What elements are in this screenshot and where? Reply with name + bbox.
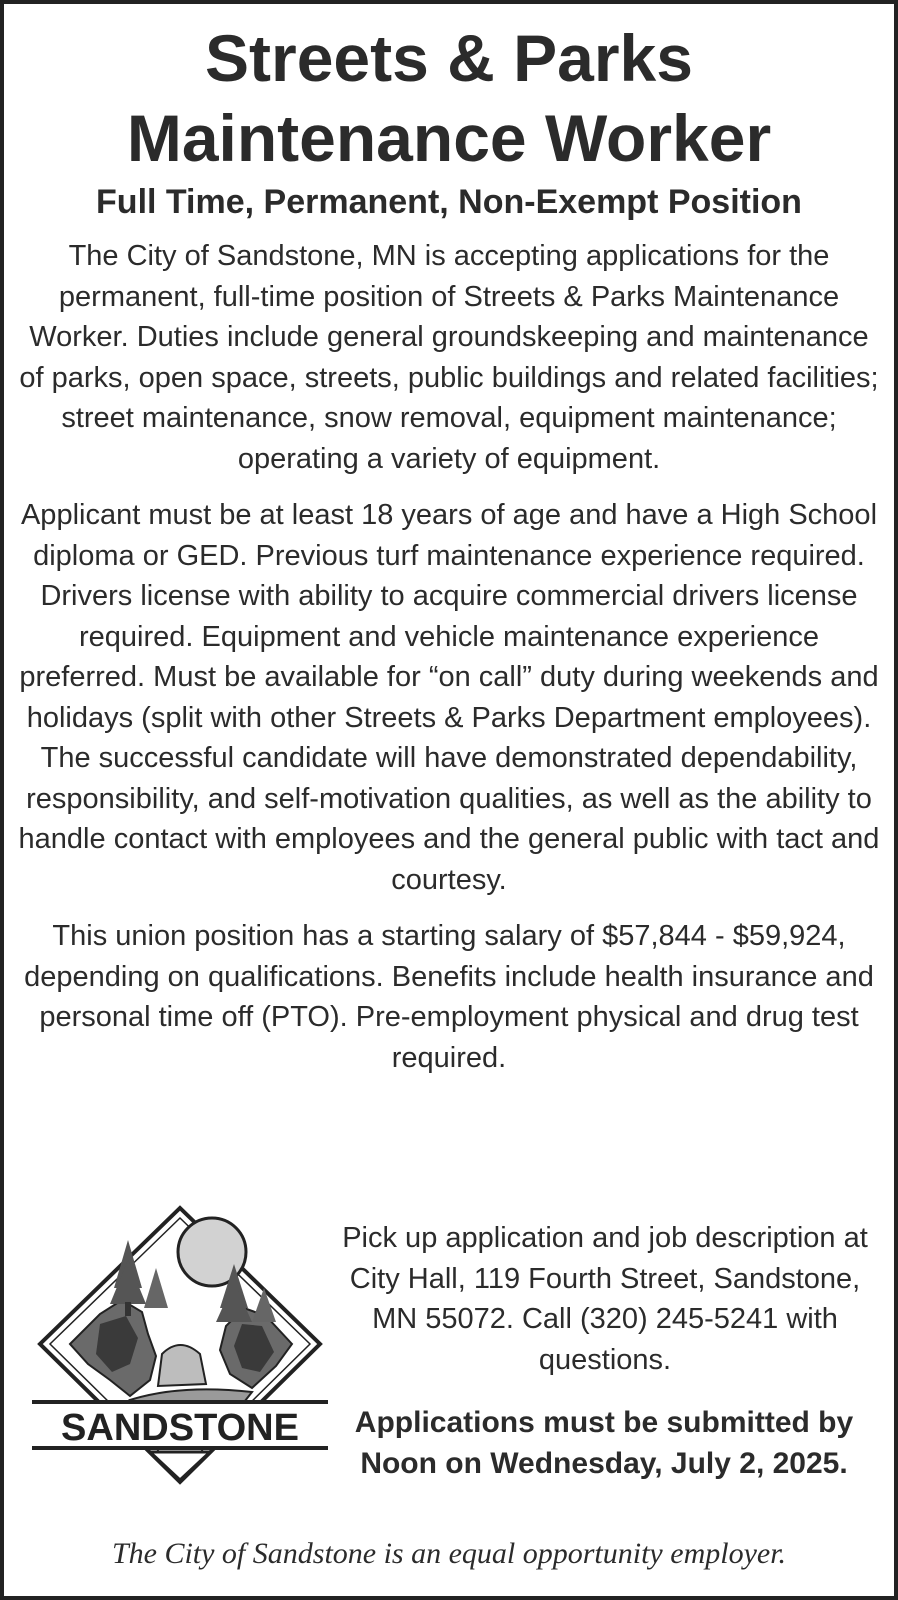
sandstone-logo-icon xyxy=(30,1204,330,1494)
equal-opportunity-statement: The City of Sandstone is an equal opportunity employer. xyxy=(111,1537,787,1570)
ad-title xyxy=(4,4,894,178)
title-line-2: Maintenance Worker xyxy=(126,101,772,175)
salary-paragraph: This union position has a starting salary of $57,844 - $59,924, depending on qualifications. Benefits include health insurance and personal time off (PTO). Pre-employment physical and drug test required. xyxy=(24,920,874,1074)
title-line-1: Streets & Parks xyxy=(205,21,693,95)
application-deadline: Applications must be submitted by Noon on Wednesday, July 2, 2025. xyxy=(354,1406,854,1480)
duties-paragraph: The City of Sandstone, MN is accepting applications for the permanent, full-time position of Streets & Parks Maintenance Worker. Duties include general groundskeeping and maintenance of parks, open space, streets, public buildings and related facilities; street maintenance, snow removal, equipment maintenance; operating a variety of equipment. xyxy=(19,240,879,475)
logo-wordmark: SANDSTONE xyxy=(61,1407,299,1449)
contact-section xyxy=(4,1202,894,1502)
pickup-instructions: Pick up application and job description at City Hall, 119 Fourth Street, Sandstone, MN 55072. Call (320) 245-5241 with questions. xyxy=(342,1222,868,1376)
position-type: Full Time, Permanent, Non-Exempt Position xyxy=(96,183,802,221)
requirements-paragraph: Applicant must be at least 18 years of age and have a High School diploma or GED. Previous turf maintenance experience required. Drivers license with ability to acquire commercial drivers license required. Equipment and vehicle maintenance experience preferred. Must be available for “on call” duty during weekends and holidays (split with other Streets & Parks Department employees). The successful candidate will have demonstrated dependability, responsibility, and self-motivation qualities, as well as the ability to handle contact with employees and the general public with tact and courtesy. xyxy=(18,499,880,896)
